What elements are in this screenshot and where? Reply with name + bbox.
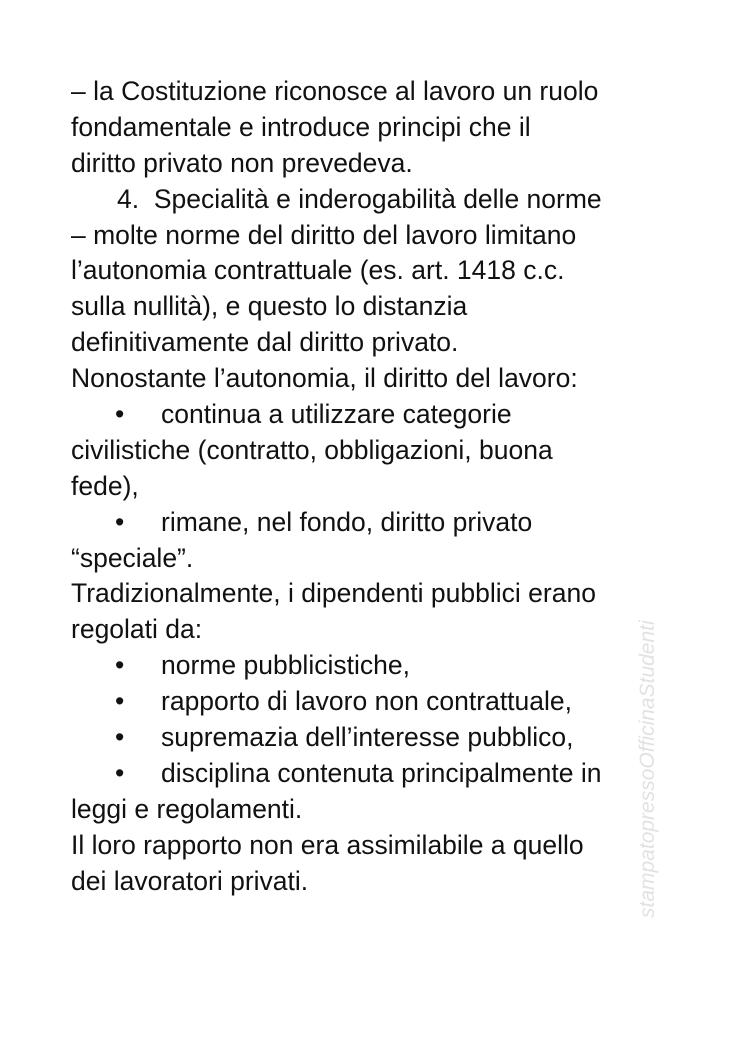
text-line: fede), [71, 470, 139, 501]
bullet-item [71, 397, 602, 433]
text-line: Tradizionalmente, i dipendenti pubblici erano [71, 578, 596, 609]
bullet-icon: • [115, 506, 125, 537]
text-line: fondamentale e introduce principi che il [71, 111, 531, 142]
text-line: definitivamente dal diritto privato. [71, 327, 459, 358]
text-line: sulla nullità), e questo lo distanzia [71, 291, 468, 322]
text-line: dei lavoratori privati. [71, 865, 309, 896]
text-line: civilistiche (contratto, obbligazioni, buona [71, 434, 553, 465]
bullet-item [71, 684, 602, 720]
text-line: – la Costituzione riconosce al lavoro un ruolo [71, 76, 599, 106]
bullet-item [71, 720, 602, 756]
bullet-icon: • [115, 650, 125, 681]
bullet-item [71, 756, 602, 792]
text-line: Il loro rapporto non era assimilabile a quello [71, 829, 584, 860]
bullet-icon: • [115, 757, 125, 788]
bullet-item [71, 505, 602, 541]
bullet-text: rimane, nel fondo, diritto privato [161, 506, 533, 537]
text-line: Nonostante l’autonomia, il diritto del lavoro: [71, 363, 578, 394]
text-line: leggi e regolamenti. [71, 793, 303, 824]
text-line: l’autonomia contrattuale (es. art. 1418 c.c. [71, 255, 565, 286]
bullet-text: supremazia dell’interesse pubblico, [161, 722, 574, 753]
bullet-icon: • [115, 686, 125, 717]
text-line: “speciale”. [71, 542, 194, 573]
numbered-item-heading: 4. Specialità e inderogabilità delle norme [117, 183, 602, 214]
bullet-icon: • [115, 722, 125, 753]
bullet-text: norme pubblicistiche, [161, 650, 410, 681]
text-line: diritto privato non prevedeva. [71, 147, 413, 178]
bullet-icon: • [115, 399, 125, 430]
text-line: – molte norme del diritto del lavoro limitano [71, 219, 577, 250]
document-body [71, 74, 602, 899]
bullet-item [71, 648, 602, 684]
bullet-text: continua a utilizzare categorie [161, 399, 512, 430]
watermark: stampatopressoOfficinaStudenti [636, 620, 659, 918]
bullet-text: disciplina contenuta principalmente in [161, 757, 602, 788]
bullet-text: rapporto di lavoro non contrattuale, [161, 686, 573, 717]
text-line: regolati da: [71, 614, 203, 645]
